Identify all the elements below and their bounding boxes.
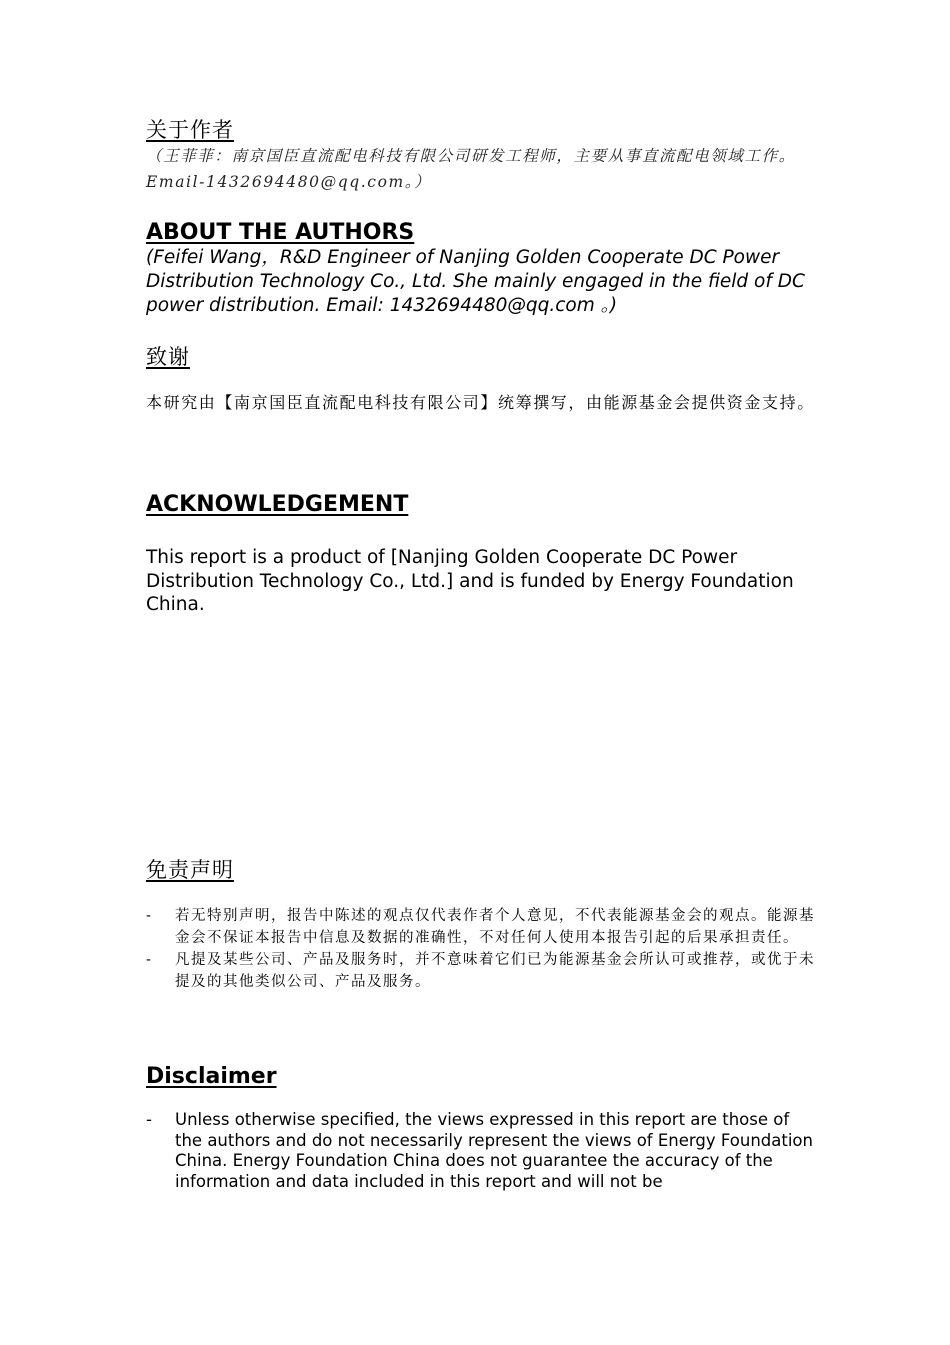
disclaimer-en-list: [146, 1110, 816, 1192]
disclaimer-zh-heading: 免责声明: [146, 858, 234, 882]
disclaimer-zh-list: [146, 905, 816, 993]
about-authors-zh-heading: 关于作者: [146, 118, 234, 142]
acknowledgement-zh-heading: 致谢: [146, 345, 190, 369]
acknowledgement-zh-section: [146, 344, 816, 415]
disclaimer-en-heading: Disclaimer: [146, 1064, 277, 1089]
acknowledgement-en-heading: ACKNOWLEDGEMENT: [146, 492, 409, 517]
bullet-dash: -: [146, 952, 153, 968]
acknowledgement-zh-text: 本研究由【南京国臣直流配电科技有限公司】统筹撰写，由能源基金会提供资金支持。: [146, 393, 815, 412]
disclaimer-zh-item-text: 若无特别声明，报告中陈述的观点仅代表作者个人意见，不代表能源基金会的观点。能源基金会不保证本报告中信息及数据的准确性，不对任何人使用本报告引起的后果承担责任。: [175, 908, 815, 946]
disclaimer-zh-section: [146, 857, 816, 993]
bullet-dash: -: [146, 1110, 152, 1129]
about-authors-en-section: [146, 220, 816, 318]
acknowledgement-en-section: [146, 492, 816, 617]
about-authors-en-heading: ABOUT THE AUTHORS: [146, 220, 415, 245]
list-item: [146, 905, 816, 949]
about-authors-en-text: (Feifei Wang，R&D Engineer of Nanjing Golden Cooperate DC Power Distribution Technology Co., Ltd. She mainly engaged in the field of DC power distribution. Email: 1432694480@qq.com 。): [146, 247, 805, 316]
disclaimer-en-item-text: Unless otherwise specified, the views expressed in this report are those of the authors and do not necessarily represent the views of Energy Foundation China. Energy Foundation China does not guarantee the accuracy of the information and data included in this report and will not be: [175, 1110, 813, 1191]
disclaimer-en-section: [146, 1064, 816, 1192]
list-item: [146, 949, 816, 993]
about-authors-zh-text: （王菲菲：南京国臣直流配电科技有限公司研发工程师，主要从事直流配电领域工作。Email-1432694480@qq.com。）: [146, 147, 796, 191]
bullet-dash: -: [146, 908, 153, 924]
list-item: [146, 1110, 816, 1192]
about-authors-zh-section: [146, 117, 816, 195]
acknowledgement-en-text: This report is a product of [Nanjing Golden Cooperate DC Power Distribution Technology Co., Ltd.] and is funded by Energy Foundation China.: [146, 547, 794, 615]
disclaimer-zh-item-text: 凡提及某些公司、产品及服务时，并不意味着它们已为能源基金会所认可或推荐，或优于未提及的其他类似公司、产品及服务。: [175, 952, 815, 990]
